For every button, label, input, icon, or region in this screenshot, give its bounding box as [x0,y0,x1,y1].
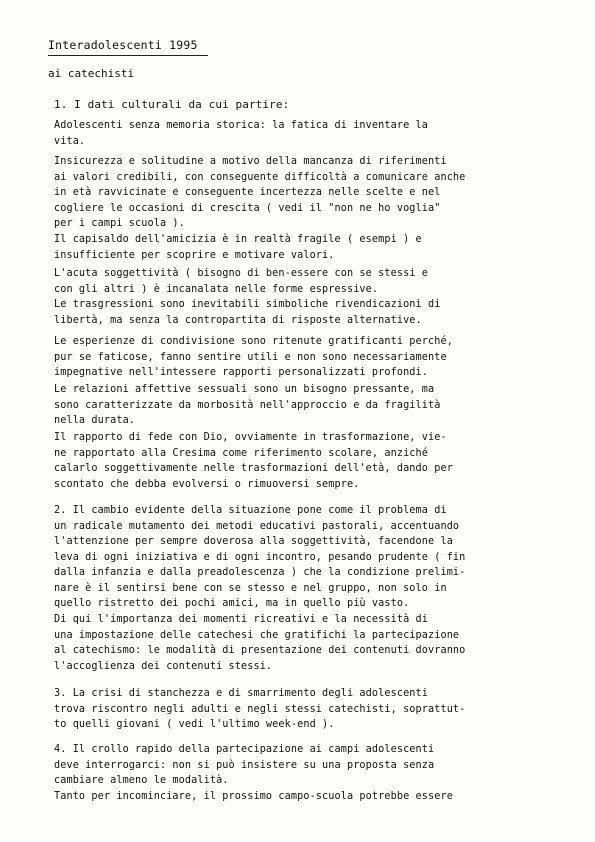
text-line: 3. La crisi di stanchezza e di smarrimento degli adolescenti [54,688,429,699]
text-line: Insicurezza e solitudine a motivo della mancanza di riferimenti [54,156,447,167]
text-line: sono caratterizzate da morbosità nell'approccio e da fragilità [54,399,441,411]
text-line: Tanto per incominciare, il prossimo campo-scuola potrebbe essere [54,790,453,802]
text-line: l'attenzione per sempre doverosa alla soggettività, facendone la [54,536,453,547]
text-line: libertà, ma senza la contropartita di risposte alternative. [54,314,422,326]
text-line: ne rapportato alla Cresima come riferimento scolare, anziché [54,447,429,459]
text-line: L'acuta soggettività ( bisogno di ben-essere con se stessi e [54,268,429,279]
text-line: al catechismo: le modalità di presentazione dei contenuti dovranno [54,645,466,656]
text-line: in età ravvicinate e conseguente incertezza nelle scelte e nel [54,187,441,198]
text-line: per i campi scuola ). [54,218,185,229]
text-line: un radicale mutamento dei metodi educativi pastorali, accentuando [54,520,460,532]
text-line: deve interrogarci: non si può insistere su una proposta senza [54,759,435,771]
text-line: Le relazioni affettive sessuali sono un bisogno pressante, ma [54,384,435,395]
text-line: vita. [54,135,86,147]
text-line: Adolescenti senza memoria storica: la fatica di inventare la [54,120,429,131]
text-line: 2. Il cambio evidente della situazione pone come il problema di [54,505,447,516]
text-line: l'accoglienza dei contenuti stessi. [54,660,273,672]
text-line: quello ristretto dei pochi amici, ma in quello più vasto. [54,598,410,609]
paragraph [54,334,554,381]
text-line: 4. Il crollo rapido della partecipazione ai campi adolescenti [54,744,435,755]
text-line: insufficiente per scoprire e motivare valori. [54,249,335,261]
text-line: Le esperienze di condivisione sono ritenute gratificanti perché, [54,336,453,347]
text-line: nella durata. [54,415,136,426]
paragraph [54,503,554,612]
text-line: una impostazione delle catechesi che gratifichi la partecipazione [54,629,460,641]
text-line: Le trasgressioni sono inevitabili simboliche rivendicazioni di [54,299,441,310]
text-line: to quelli giovani ( vedi l'ultimo week-end ). [54,719,335,730]
text-line: con gli altri ) è incanalata nelle forme espressive. [54,283,379,295]
text-line: dalla infanzia e dalla preadolescenza ) che la condizione prelimi- [54,567,466,578]
text-line: 1. I dati culturali da cui partire: [54,98,290,111]
paragraph [54,430,554,492]
text-line: calarlo soggettivamente nelle trasformazioni dell'età, dando per [54,463,453,474]
paragraph [54,118,554,149]
text-line: cogliere le occasioni di crescita ( vedi il "non ne ho voglia" [54,202,441,214]
text-line: trova riscontro negli adulti e negli stessi catechisti, soprattut- [54,703,466,715]
paragraph [54,382,554,429]
text-line: cambiare almeno le modalità. [54,775,229,786]
paragraph [54,266,554,328]
text-line: impegnative nell'intessere rapporti personalizzati profondi. [54,367,429,378]
text-line: Di qui l'importanza dei momenti ricreativi e la necessità di [54,614,429,625]
text-line: Il capisaldo dell'amicizia è in realtà fragile ( esempi ) e [54,234,422,245]
text-line: pur se faticose, fanno sentire utili e non sono necessariamente [54,351,447,363]
paragraph [54,232,554,263]
paragraph [54,154,554,232]
text-line: ai valori credibili, con conseguente difficoltà a comunicare anche [54,171,466,183]
text-line: scontato che debba evolversi o rimuoversi sempre. [54,478,360,490]
title-underline [48,55,208,56]
text-line: nare è il sentirsi bene con se stesso e nel gruppo, non solo in [54,582,447,594]
text-line: Il rapporto di fede con Dio, ovviamente in trasformazione, vie- [54,432,447,443]
paragraph [54,742,554,804]
recipient-line: ai catechisti [48,67,135,80]
paragraph [54,612,554,674]
text-line: leva di ogni iniziativa e di ogni incontro, pesando prudente ( fin [54,551,466,563]
section-heading [54,97,554,113]
document-title: Interadolescenti 1995 [48,38,198,52]
paragraph [54,686,554,733]
